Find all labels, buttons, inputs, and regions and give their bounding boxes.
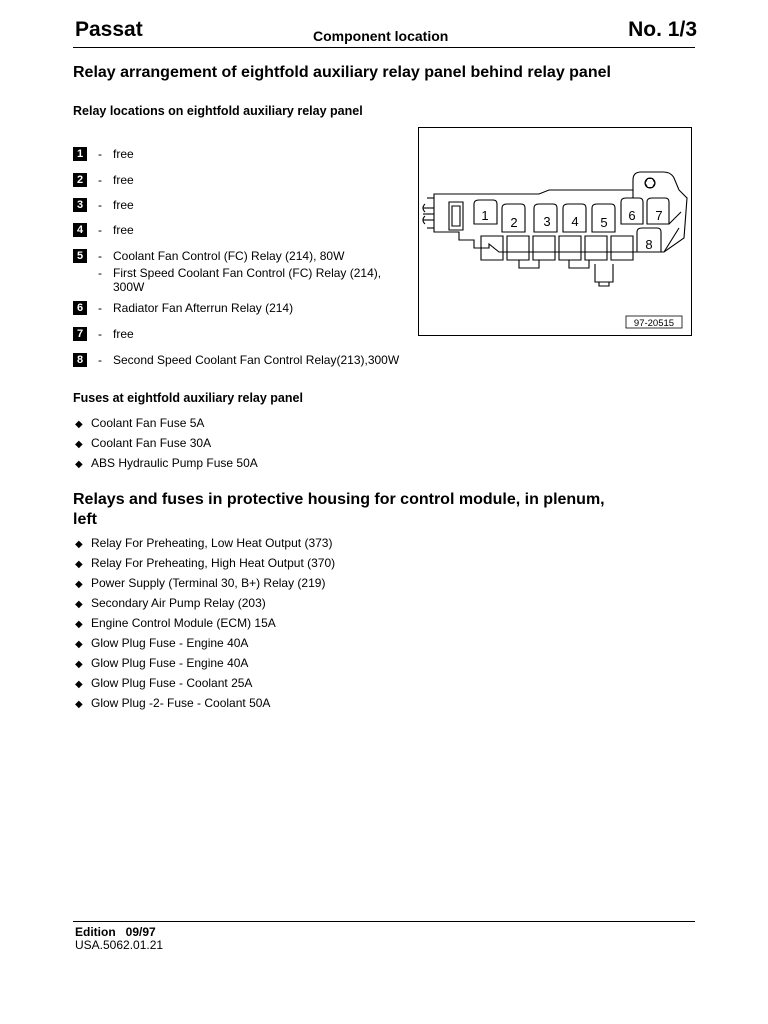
housing-item: ◆ Glow Plug Fuse - Engine 40A [75,655,248,673]
relay-locations-heading: Relay locations on eightfold auxiliary relay panel [73,104,363,118]
brand-title: Passat [75,18,143,41]
housing-heading-line-2: left [73,511,97,528]
diagram-reference-number: 97-20515 [633,318,675,329]
relay-item-label: free [113,327,134,341]
diagram-label-8: 8 [645,237,653,252]
edition-label: Edition 09/97 [75,925,156,939]
relay-number-badge: 2 [73,173,87,187]
diagram-label-7: 7 [655,208,663,223]
diagram-label-3: 3 [543,214,551,229]
diagram-label-4: 4 [571,214,579,229]
fuses-heading: Fuses at eightfold auxiliary relay panel [73,391,303,405]
relay-number-badge: 4 [73,223,87,237]
relay-number-badge: 5 [73,249,87,263]
diamond-bullet-icon: ◆ [75,679,83,690]
diagram-label-6: 6 [628,208,636,223]
diamond-bullet-icon: ◆ [75,439,83,450]
diagram-label-1: 1 [481,208,489,223]
relay-item-label: First Speed Coolant Fan Control (FC) Relay (214), [113,266,382,280]
relay-item-label: free [113,223,134,237]
housing-item: ◆ Glow Plug Fuse - Coolant 25A [75,675,252,693]
relay-item-label: free [113,173,134,187]
relay-panel-drawing [419,128,691,335]
housing-item: ◆ Relay For Preheating, Low Heat Output (373) [75,535,332,553]
diamond-bullet-icon: ◆ [75,619,83,630]
relay-item-label: Coolant Fan Control (FC) Relay (214), 80W [113,249,345,263]
relay-item-label: free [113,147,134,161]
housing-item: ◆ Power Supply (Terminal 30, B+) Relay (219) [75,575,325,593]
relay-panel-diagram [418,127,692,336]
section-header: Component location [313,28,449,44]
relay-number-badge: 6 [73,301,87,315]
relay-number-badge: 3 [73,198,87,212]
diamond-bullet-icon: ◆ [75,639,83,650]
relay-item-label: Radiator Fan Afterrun Relay (214) [113,301,294,315]
diamond-bullet-icon: ◆ [75,459,83,470]
housing-item: ◆ Relay For Preheating, High Heat Output (370) [75,555,335,573]
housing-item: ◆ Glow Plug -2- Fuse - Coolant 50A [75,695,270,713]
fuse-item: ◆ Coolant Fan Fuse 5A [75,415,204,433]
page-number: No. 1/3 [628,18,697,41]
header-rule [73,47,695,48]
housing-item: ◆ Engine Control Module (ECM) 15A [75,615,276,633]
relay-number-badge: 7 [73,327,87,341]
diamond-bullet-icon: ◆ [75,559,83,570]
relay-number-badge: 8 [73,353,87,367]
relay-item-label: Second Speed Coolant Fan Control Relay(213),300W [113,353,400,367]
fuse-item: ◆ Coolant Fan Fuse 30A [75,435,211,453]
housing-item: ◆ Glow Plug Fuse - Engine 40A [75,635,248,653]
diamond-bullet-icon: ◆ [75,699,83,710]
diamond-bullet-icon: ◆ [75,599,83,610]
footer-rule [73,921,695,922]
diamond-bullet-icon: ◆ [75,579,83,590]
fuse-item: ◆ ABS Hydraulic Pump Fuse 50A [75,455,258,473]
relay-item-label: free [113,198,134,212]
diagram-label-2: 2 [510,215,518,230]
page-title: Relay arrangement of eightfold auxiliary relay panel behind relay panel [73,64,611,81]
housing-heading-line-1: Relays and fuses in protective housing for control module, in plenum, [73,491,605,508]
document-code: USA.5062.01.21 [75,938,164,952]
relay-item-label: 300W [113,280,145,294]
housing-item: ◆ Secondary Air Pump Relay (203) [75,595,266,613]
relay-number-badge: 1 [73,147,87,161]
diamond-bullet-icon: ◆ [75,419,83,430]
diamond-bullet-icon: ◆ [75,659,83,670]
diagram-label-5: 5 [600,215,608,230]
diamond-bullet-icon: ◆ [75,539,83,550]
